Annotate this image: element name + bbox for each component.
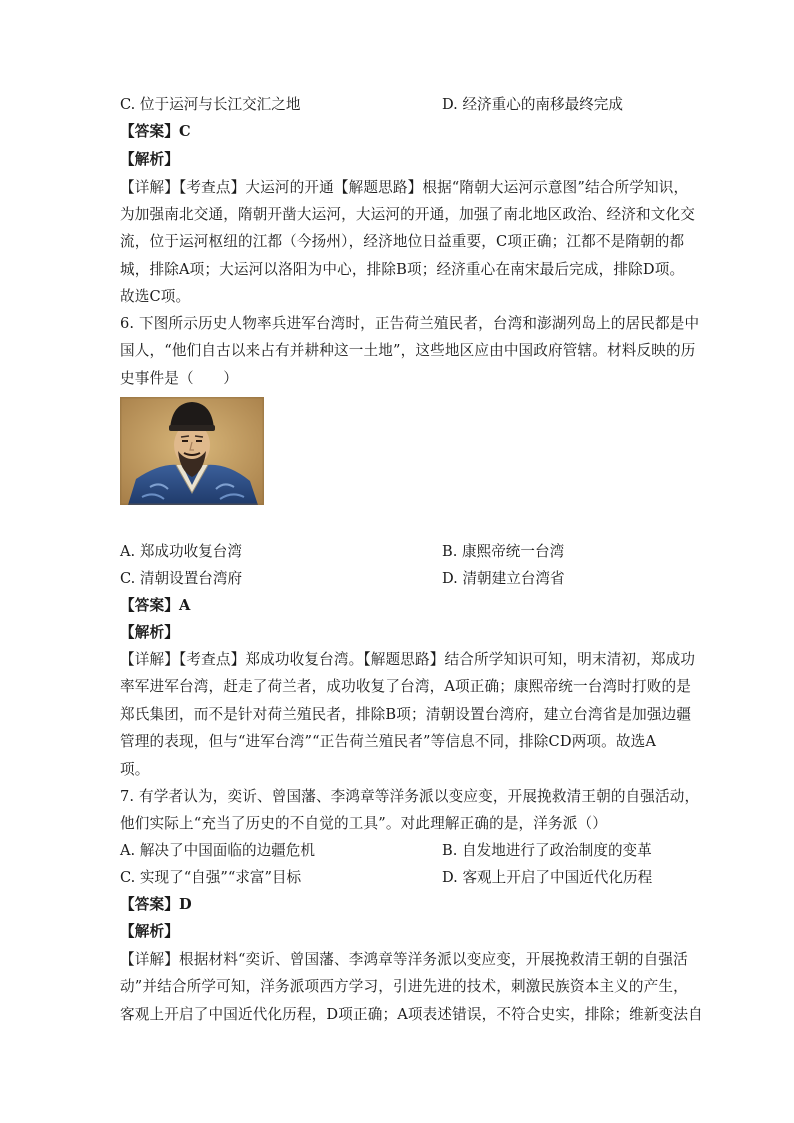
q6-analysis-heading: 【解析】 [120,624,179,641]
q7-analysis-heading: 【解析】 [120,923,179,940]
q6-option-c: C. 清朝设置台湾府 [120,570,243,587]
q7-answer: 【答案】D [120,896,192,913]
q7-stem-line: 7. 有学者认为，奕䜣、曾国藩、李鸿章等洋务派以变应变，开展挽救清王朝的自强活动， [120,788,700,805]
q6-option-b: B. 康熙帝统一台湾 [442,543,565,560]
q6-analysis-line: 【详解】【考查点】郑成功收复台湾。【解题思路】结合所学知识可知，明末清初，郑成功 [120,651,696,668]
historical-portrait-image [120,397,264,505]
q7-analysis-line: 客观上开启了中国近代化历程，D项正确；A项表述错误，不符合史实，排除；维新变法自 [120,1006,703,1023]
q5-analysis-heading: 【解析】 [120,151,179,168]
q5-answer: 【答案】C [120,123,191,140]
q6-analysis-line: 郑氏集团，而不是针对荷兰殖民者，排除B项；清朝设置台湾府，建立台湾省是加强边疆 [120,706,692,723]
q5-analysis-line: 为加强南北交通，隋朝开凿大运河，大运河的开通，加强了南北地区政治、经济和文化交 [120,206,696,223]
q6-stem-line: 国人，“他们自古以来占有并耕种这一土地”，这些地区应由中国政府管辖。材料反映的历 [120,342,696,359]
q6-stem-line: 史事件是（ ） [120,370,238,387]
q5-analysis-line: 流，位于运河枢纽的江都（今扬州），经济地位日益重要，C项正确；江都不是隋朝的都 [120,233,685,250]
q7-option-a: A. 解决了中国面临的边疆危机 [120,842,315,859]
q6-answer: 【答案】A [120,597,191,614]
q5-analysis-line: 城，排除A项；大运河以洛阳为中心，排除B项；经济重心在南宋最后完成，排除D项。 [120,261,685,278]
q6-stem-line: 6. 下图所示历史人物率兵进军台湾时，正告荷兰殖民者，台湾和澎湖列岛上的居民都是中 [120,315,700,332]
q6-option-a: A. 郑成功收复台湾 [120,543,242,560]
q6-analysis-line: 率军进军台湾，赶走了荷兰者，成功收复了台湾，A项正确；康熙帝统一台湾时打败的是 [120,678,691,695]
q7-option-d: D. 客观上开启了中国近代化历程 [442,869,653,886]
q5-analysis-line: 故选C项。 [120,288,191,305]
q7-option-b: B. 自发地进行了政治制度的变革 [442,842,652,859]
q5-option-d: D. 经济重心的南移最终完成 [442,96,623,113]
q5-analysis-line: 【详解】【考查点】大运河的开通【解题思路】根据“隋朝大运河示意图”结合所学知识， [120,179,689,196]
q7-option-c: C. 实现了“自强”“求富”目标 [120,869,302,886]
q6-option-d: D. 清朝建立台湾省 [442,570,565,587]
q6-analysis-line: 管理的表现，但与“进军台湾”“正告荷兰殖民者”等信息不同，排除CD两项。故选A [120,733,657,750]
q7-stem-line: 他们实际上“充当了历史的不自觉的工具”。对此理解正确的是，洋务派（） [120,815,608,832]
q7-analysis-line: 动”并结合所学可知，洋务派项西方学习，引进先进的技术，刺激民族资本主义的产生， [120,978,688,995]
q7-analysis-line: 【详解】根据材料“奕䜣、曾国藩、李鸿章等洋务派以变应变，开展挽救清王朝的自强活 [120,951,688,968]
q6-analysis-line: 项。 [120,761,150,778]
q5-option-c: C. 位于运河与长江交汇之地 [120,96,301,113]
